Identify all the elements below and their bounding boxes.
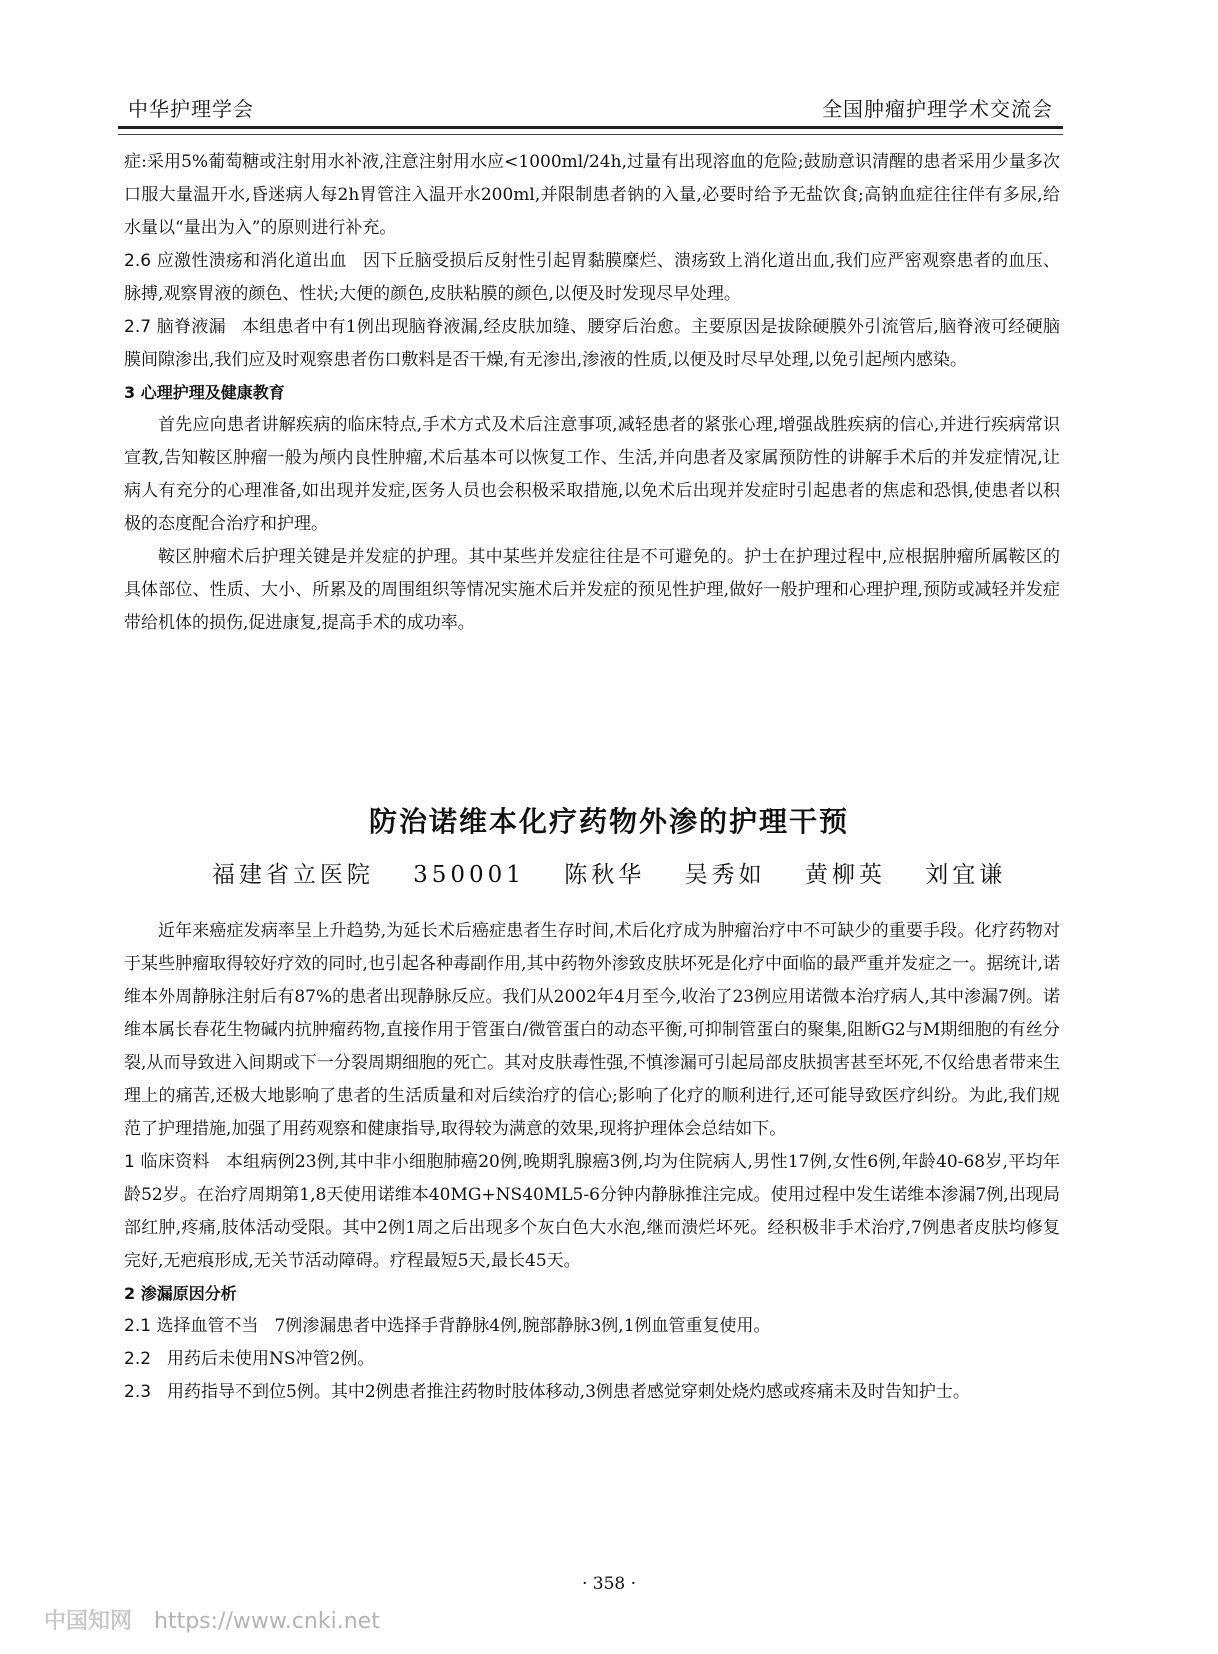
cnki-watermark <box>44 1604 380 1635</box>
header-society: 中华护理学会 <box>128 97 254 121</box>
section-2-7 <box>124 311 1060 377</box>
article-introduction: 近年来癌症发病率呈上升趋势,为延长术后癌症患者生存时间,术后化疗成为肿瘤治疗中不可缺少的重要手段。化疗药物对于某些肿瘤取得较好疗效的同时,也引起各种毒副作用,其中药物外渗致皮肤坏死是化疗中面临的最严重并发症之一。据统计,诺维本外周静脉注射后有87%的患者出现静脉反应。我们从2002年4月至今,收治了23例应用诺微本治疗病人,其中渗漏7例。诺维本属长春花生物碱内抗肿瘤药物,直接作用于管蛋白/微管蛋白的动态平衡,可抑制管蛋白的聚集,阻断G2与M期细胞的有丝分裂,从而导致进入间期或下一分裂周期细胞的死亡。其对皮肤毒性强,不慎渗漏可引起局部皮肤损害甚至坏死,不仅给患者带来生理上的痛苦,还极大地影响了患者的生活质量和对后续治疗的信心;影响了化疗的顺利进行,还可能导致医疗纠纷。为此,我们规范了护理措施,加强了用药观察和健康指导,取得较为满意的效果,现将护理体会总结如下。 <box>124 921 1060 1139</box>
article-body <box>124 915 1060 1409</box>
section-3-paragraph-1: 首先应向患者讲解疾病的临床特点,手术方式及术后注意事项,减轻患者的紧张心理,增强战胜疾病的信心,并进行疾病常识宣教,告知鞍区肿瘤一般为颅内良性肿瘤,术后基本可以恢复工作、生活,并向患者及家属预防性的讲解手术后的并发症情况,让病人有充分的心理准备,如出现并发症,医务人员也会积极采取措施,以免术后出现并发症时引起患者的焦虑和恐惧,使患者以积极的态度配合治疗和护理。 <box>124 415 1060 534</box>
section-2-2-label: 2.2 <box>124 1349 152 1369</box>
section-2-1 <box>124 1310 1060 1343</box>
section-3-heading: 3 心理护理及健康教育 <box>124 383 285 402</box>
author-name: 陈秋华 <box>564 862 646 888</box>
section-2-3-label: 2.3 <box>124 1382 152 1402</box>
header-conference: 全国肿瘤护理学术交流会 <box>822 97 1053 121</box>
author-institution: 福建省立医院 <box>211 862 374 888</box>
page-number: · 358 · <box>581 1574 637 1594</box>
section-2-7-text: 本组患者中有1例出现脑脊液漏,经皮肤加缝、腰穿后治愈。主要原因是拔除硬膜外引流管后,脑脊液可经硬脑膜间隙渗出,我们应及时观察患者伤口敷料是否干燥,有无渗出,渗液的性质,以便及时尽早处理,以免引起颅内感染。 <box>124 317 1060 370</box>
article-title: 防治诺维本化疗药物外渗的护理干预 <box>368 805 849 838</box>
section-3-paragraph-2: 鞍区肿瘤术后护理关键是并发症的护理。其中某些并发症往往是不可避免的。护士在护理过程中,应根据肿瘤所属鞍区的具体部位、性质、大小、所累及的周围组织等情况实施术后并发症的预见性护理,做好一般护理和心理护理,预防或减轻并发症带给机体的损伤,促进康复,提高手术的成功率。 <box>124 547 1060 633</box>
author-name: 刘宜谦 <box>925 862 1007 888</box>
section-2-7-label: 2.7 脑脊液漏 <box>124 317 226 337</box>
paragraph-fluid-balance: 症:采用5%葡萄糖或注射用水补液,注意注射用水应<1000ml/24h,过量有出现溶血的危险;鼓励意识清醒的患者采用少量多次口服大量温开水,昏迷病人每2h胃管注入温开水200ml,并限制患者钠的入量,必要时给予无盐饮食;高钠血症往往伴有多尿,给水量以“量出为入”的原则进行补充。 <box>124 152 1060 238</box>
previous-article-tail <box>124 146 1060 640</box>
author-postcode: 350001 <box>413 862 525 888</box>
section-2-2 <box>124 1343 1060 1376</box>
section-2-3 <box>124 1376 1060 1409</box>
section-1-label: 1 临床资料 <box>124 1152 210 1172</box>
header-rule <box>118 134 1063 135</box>
section-2-6-text: 因下丘脑受损后反射性引起胃黏膜糜烂、溃疡致上消化道出血,我们应严密观察患者的血压、脉搏,观察胃液的颜色、性状;大便的颜色,皮肤粘膜的颜色,以便及时发现尽早处理。 <box>124 251 1060 304</box>
article-byline <box>0 856 1218 889</box>
section-2-2-text: 用药后未使用NS冲管2例。 <box>167 1349 375 1369</box>
watermark-url: https://www.cnki.net <box>154 1609 380 1634</box>
section-2-6 <box>124 245 1060 311</box>
section-2-3-text: 用药指导不到位5例。其中2例患者推注药物时肢体移动,3例患者感觉穿刺处烧灼感或疼痛未及时告知护士。 <box>167 1382 970 1402</box>
running-header <box>118 86 1063 129</box>
author-name: 黄柳英 <box>804 862 886 888</box>
section-2-6-label: 2.6 应激性溃疡和消化道出血 <box>124 251 347 271</box>
section-2-1-text: 7例渗漏患者中选择手背静脉4例,腕部静脉3例,1例血管重复使用。 <box>274 1316 771 1336</box>
section-1 <box>124 1146 1060 1278</box>
watermark-logo-text: 中国知网 <box>44 1609 133 1634</box>
section-2-heading: 2 渗漏原因分析 <box>124 1284 237 1303</box>
section-2-1-label: 2.1 选择血管不当 <box>124 1316 259 1336</box>
author-name: 吴秀如 <box>684 862 766 888</box>
section-1-text: 本组病例23例,其中非小细胞肺癌20例,晚期乳腺癌3例,均为住院病人,男性17例,女性6例,年龄40-68岁,平均年龄52岁。在治疗周期第1,8天使用诺维本40MG+NS40ML5-6分钟内静脉推注完成。使用过程中发生诺维本渗漏7例,出现局部红肿,疼痛,肢体活动受限。其中2例1周之后出现多个灰白色大水泡,继而溃烂坏死。经积极非手术治疗,7例患者皮肤均修复完好,无疤痕形成,无关节活动障碍。疗程最短5天,最长45天。 <box>124 1152 1060 1271</box>
